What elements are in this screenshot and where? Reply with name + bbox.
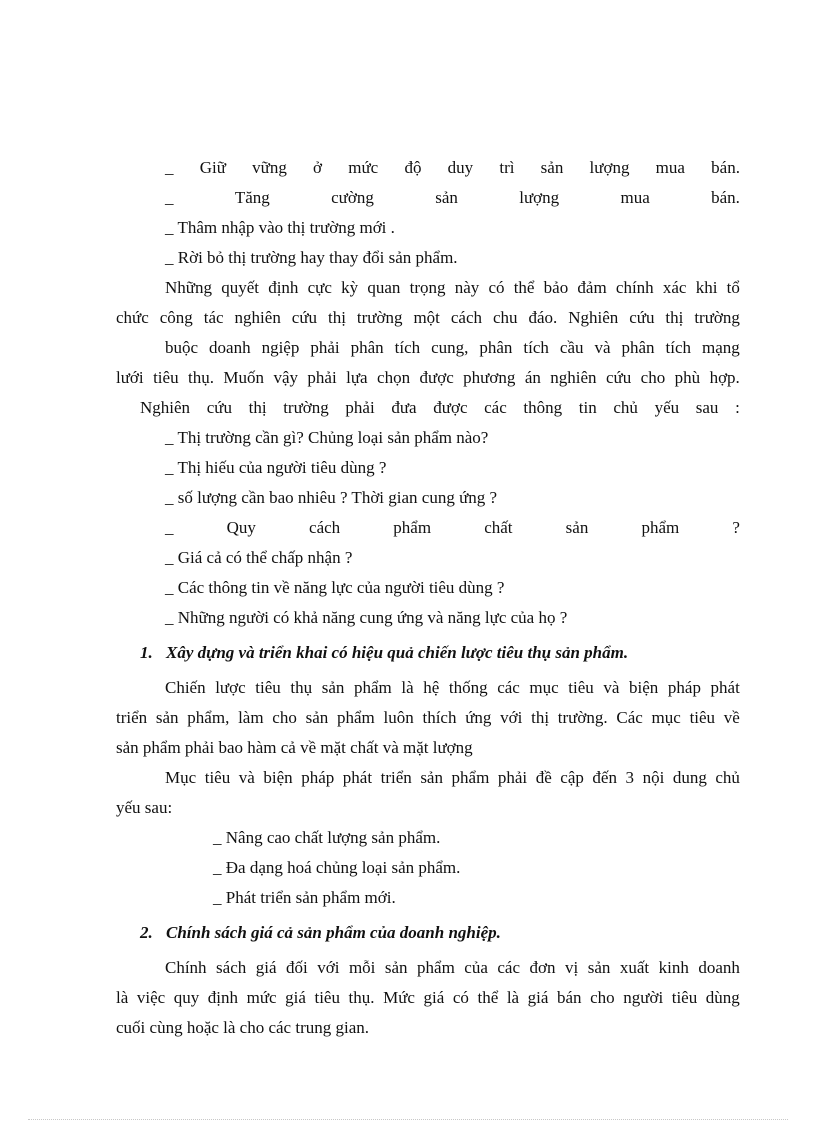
word: với: [317, 958, 340, 977]
paragraph-line: [165, 277, 740, 299]
word: sản: [540, 158, 564, 177]
word: giá: [527, 988, 549, 1007]
bullet-item: _ Đa dạng hoá chủng loại sản phẩm.: [213, 858, 461, 877]
word: cho: [272, 708, 297, 727]
text-line: _ Thâm nhập vào thị trường mới .: [165, 218, 395, 237]
word: tích: [523, 338, 549, 357]
word: giá: [255, 958, 277, 977]
word: _: [165, 518, 174, 537]
word: bảo: [543, 278, 569, 297]
word: người: [623, 988, 664, 1007]
word: và: [603, 678, 620, 697]
word: dung: [672, 768, 707, 787]
justified-line: [165, 517, 740, 539]
word: đáo.: [528, 308, 558, 327]
word: chất: [484, 518, 513, 537]
section-number: 1.: [140, 643, 153, 662]
word: phải: [307, 368, 337, 387]
paragraph-line: [165, 767, 740, 789]
word: chính: [615, 278, 654, 297]
word: mua: [620, 188, 650, 207]
word: sách: [216, 958, 247, 977]
word: cho: [590, 988, 615, 1007]
word: tiêu: [255, 678, 281, 697]
word: này: [454, 278, 480, 297]
word: tiêu: [671, 988, 698, 1007]
word: định: [207, 988, 239, 1007]
word: và: [594, 338, 611, 357]
word: tiêu: [689, 708, 716, 727]
word: cứu: [206, 398, 232, 417]
word: pháp: [667, 678, 701, 697]
word: _: [165, 188, 174, 207]
text-line: _ Các thông tin về năng lực của người tiêu dùng ?: [165, 578, 505, 597]
paragraph-line: [116, 307, 740, 329]
text-line: _ số lượng cần bao nhiêu ? Thời gian cung ứng ?: [165, 488, 498, 507]
paragraph-line: sản phẩm phải bao hàm cả về mặt chất và mặt lượng: [116, 738, 473, 757]
text-line: _ Những người có khả năng cung ứng và năng lực của họ ?: [165, 608, 568, 627]
word: kinh: [658, 958, 689, 977]
word: chủ: [613, 398, 638, 417]
justified-line: [140, 397, 740, 419]
word: thống: [448, 678, 488, 697]
word: ở: [313, 158, 323, 177]
word: sản: [384, 958, 408, 977]
word: cứu: [629, 308, 655, 327]
section-heading: [140, 922, 740, 944]
paragraph-line: [116, 987, 740, 1009]
word: triển: [380, 768, 412, 787]
word: cho: [640, 368, 666, 387]
word: bán.: [711, 158, 740, 177]
bullet-item: _ Nâng cao chất lượng sản phẩm.: [213, 828, 441, 847]
word: lược: [215, 678, 246, 697]
word: mua: [655, 158, 685, 177]
word: mỗi: [348, 958, 376, 977]
word: Mức: [383, 988, 415, 1007]
word: 3: [625, 768, 635, 787]
word: đề: [535, 768, 552, 787]
word: ?: [732, 518, 740, 537]
word: cung,: [431, 338, 469, 357]
word: Những: [165, 278, 212, 297]
word: yếu: [654, 398, 680, 417]
word: và: [238, 768, 255, 787]
word: hợp.: [709, 368, 740, 387]
word: của: [464, 958, 488, 977]
word: định: [268, 278, 299, 297]
text-line: _ Thị trường cần gì? Chủng loại sản phẩm nào?: [165, 428, 489, 447]
word: trường: [694, 308, 740, 327]
word: phát: [710, 678, 740, 697]
paragraph-line: [116, 367, 740, 389]
word: :: [735, 398, 740, 417]
word: Quy: [226, 518, 256, 537]
word: trường.: [557, 708, 608, 727]
word: phẩm,: [187, 708, 230, 727]
word: quy: [173, 988, 200, 1007]
word: có: [452, 988, 469, 1007]
word: mục: [529, 678, 559, 697]
paragraph-line: cuối cùng hoặc là cho các trung gian.: [116, 1018, 370, 1037]
word: với: [500, 708, 523, 727]
word: về: [723, 708, 740, 727]
word: án: [524, 368, 541, 387]
word: mục: [651, 708, 681, 727]
word: thụ: [290, 678, 313, 697]
word: dùng: [705, 988, 740, 1007]
word: Các: [616, 708, 643, 727]
word: _: [165, 158, 174, 177]
word: tích: [394, 338, 421, 357]
word: Giữ: [199, 158, 226, 177]
word: phẩm: [393, 518, 432, 537]
word: thụ.: [188, 368, 214, 387]
word: cực: [307, 278, 332, 297]
word: cập: [560, 768, 584, 787]
word: chủ: [715, 768, 740, 787]
word: phẩm: [641, 518, 680, 537]
word: trọng: [409, 278, 446, 297]
word: đưa: [391, 398, 417, 417]
word: đến: [592, 768, 617, 787]
word: cứu: [291, 308, 318, 327]
word: cứu: [605, 368, 632, 387]
word: giá: [285, 988, 306, 1007]
word: nội: [642, 768, 665, 787]
word: thụ.: [348, 988, 375, 1007]
word: pháp: [301, 768, 335, 787]
word: chọn: [377, 368, 411, 387]
word: tích: [665, 338, 692, 357]
word: công: [159, 308, 193, 327]
word: Nghiên: [568, 308, 619, 327]
text-line: _ Thị hiếu của người tiêu dùng ?: [165, 458, 387, 477]
text-line: _ Giá cả có thể chấp nhận ?: [165, 548, 353, 567]
word: thích: [422, 708, 457, 727]
word: sản: [155, 708, 179, 727]
word: Chiến: [165, 678, 206, 697]
word: lượng: [589, 158, 630, 177]
text-line: _ Rời bỏ thị trường hay thay đổi sản phẩm.: [165, 248, 458, 267]
word: sản: [305, 708, 329, 727]
word: phẩm: [451, 768, 490, 787]
section-heading: [140, 642, 740, 664]
word: tiêu: [153, 368, 179, 387]
word: là: [506, 988, 520, 1007]
word: thị: [531, 708, 550, 727]
word: phải: [310, 338, 340, 357]
justified-line: [165, 187, 740, 209]
word: vững: [252, 158, 287, 177]
word: tiêu: [314, 988, 340, 1007]
word: doanh: [209, 338, 251, 357]
word: phân: [479, 338, 513, 357]
word: các: [497, 958, 521, 977]
word: trường: [356, 308, 403, 327]
word: các: [484, 398, 507, 417]
word: là: [401, 678, 414, 697]
word: kỳ: [341, 278, 359, 297]
word: phương: [463, 368, 516, 387]
word: chức: [116, 308, 149, 327]
word: phẩm: [353, 678, 392, 697]
word: xuất: [619, 958, 650, 977]
word: bán: [557, 988, 582, 1007]
word: thị: [665, 308, 684, 327]
word: hệ: [423, 678, 440, 697]
word: giá: [423, 988, 445, 1007]
word: bán.: [711, 188, 740, 207]
word: cách: [309, 518, 341, 537]
word: trường: [283, 398, 329, 417]
word: thị: [248, 398, 267, 417]
word: vị: [564, 958, 579, 977]
word: Mục: [165, 768, 197, 787]
word: xác: [662, 278, 687, 297]
paragraph-line: [116, 707, 740, 729]
section-title: Xây dựng và triển khai có hiệu quả chiến lược tiêu thụ sản phẩm.: [166, 643, 629, 662]
word: duy: [447, 158, 474, 177]
word: lưới: [116, 368, 144, 387]
word: sản: [587, 958, 611, 977]
word: tiêu: [204, 768, 231, 787]
word: triển: [116, 708, 148, 727]
paragraph-line: [165, 677, 740, 699]
word: biện: [629, 678, 659, 697]
word: phải: [497, 768, 528, 787]
word: Muốn: [223, 368, 265, 387]
word: Tăng: [234, 188, 270, 207]
word: sản: [420, 768, 443, 787]
word: phát: [342, 768, 373, 787]
word: Nghiên: [140, 398, 191, 417]
word: khi: [695, 278, 718, 297]
word: mức: [246, 988, 277, 1007]
word: trì: [499, 158, 515, 177]
word: Chính: [165, 958, 207, 977]
word: làm: [238, 708, 264, 727]
word: vậy: [273, 368, 298, 387]
word: phân: [350, 338, 384, 357]
word: cường: [331, 188, 374, 207]
word: là: [116, 988, 129, 1007]
word: lượng: [519, 188, 560, 207]
word: ứng: [465, 708, 492, 727]
word: có: [488, 278, 505, 297]
word: lựa: [346, 368, 368, 387]
page-bottom-divider: [28, 1119, 788, 1120]
word: sản: [565, 518, 589, 537]
word: thông: [523, 398, 563, 417]
word: cách: [450, 308, 482, 327]
word: được: [433, 398, 468, 417]
word: đối: [286, 958, 308, 977]
word: thị: [328, 308, 346, 327]
word: việc: [136, 988, 166, 1007]
word: cầu: [559, 338, 584, 357]
word: luôn: [383, 708, 414, 727]
word: quyết: [221, 278, 259, 297]
paragraph-line: [165, 337, 740, 359]
word: ngiệp: [261, 338, 300, 357]
paragraph-line: yếu sau:: [116, 798, 173, 817]
word: tổ: [726, 278, 740, 297]
word: mức: [348, 158, 379, 177]
section-title: Chính sách giá cả sản phẩm của doanh nghiệp.: [166, 923, 501, 942]
word: phù: [674, 368, 701, 387]
word: tác: [203, 308, 224, 327]
word: được: [419, 368, 454, 387]
word: phẩm: [417, 958, 455, 977]
word: một: [413, 308, 440, 327]
word: đơn: [529, 958, 556, 977]
word: nghiên: [550, 368, 597, 387]
word: phẩm: [336, 708, 375, 727]
word: sản: [435, 188, 458, 207]
word: độ: [404, 158, 422, 177]
word: quan: [367, 278, 401, 297]
word: tin: [578, 398, 597, 417]
word: mạng: [702, 338, 740, 357]
word: phải: [345, 398, 375, 417]
word: các: [497, 678, 520, 697]
section-number: 2.: [140, 923, 153, 942]
word: buộc: [165, 338, 199, 357]
bullet-item: _ Phát triển sản phẩm mới.: [213, 888, 396, 907]
word: thể: [513, 278, 535, 297]
word: đảm: [577, 278, 607, 297]
word: tiêu: [568, 678, 594, 697]
word: nghiên: [234, 308, 281, 327]
word: sau: [695, 398, 719, 417]
word: sản: [321, 678, 345, 697]
word: chu: [492, 308, 518, 327]
word: thể: [477, 988, 499, 1007]
justified-line: [165, 157, 740, 179]
paragraph-line: [165, 957, 740, 979]
word: biện: [263, 768, 293, 787]
word: phân: [621, 338, 655, 357]
word: doanh: [698, 958, 740, 977]
